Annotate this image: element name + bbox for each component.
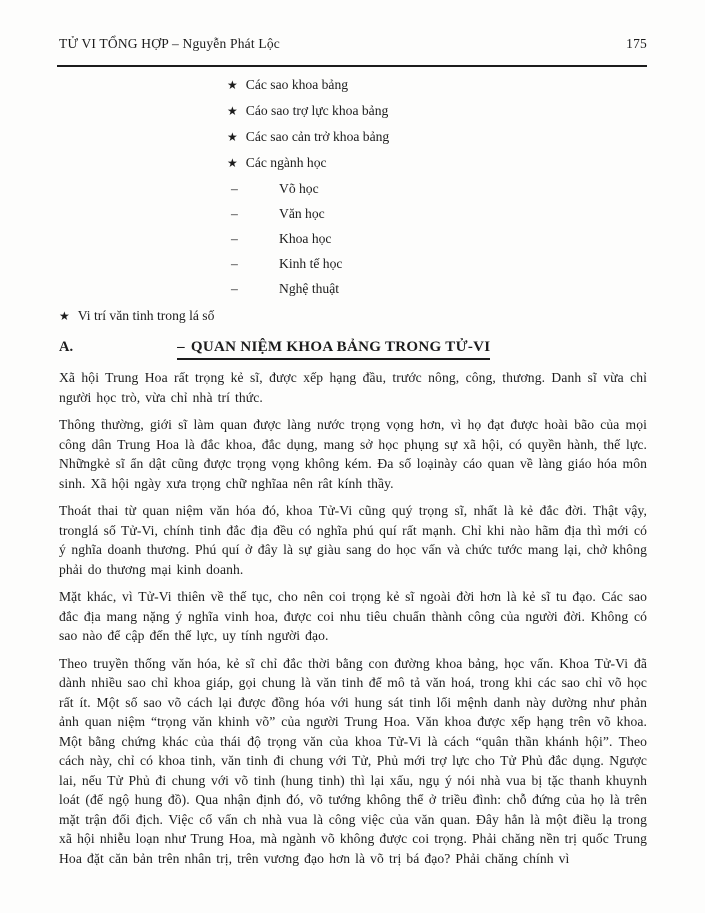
list-item (59, 98, 647, 124)
list-item-label: Các sao khoa bảng (245, 77, 349, 92)
dash-icon: – (231, 281, 238, 296)
star-icon: ★ (59, 309, 70, 323)
section-title (177, 336, 490, 360)
dash-icon: – (231, 181, 238, 196)
list-item (59, 124, 647, 150)
star-icon: ★ (227, 156, 238, 170)
list-item (59, 201, 647, 226)
list-item-label: Văn học (279, 206, 325, 221)
list-item (59, 176, 647, 201)
star-icon: ★ (227, 130, 238, 144)
list-item-label: Nghệ thuật (279, 281, 340, 296)
paragraph: Mặt khác, vì Tử-Vi thiên về thế tục, cho nên coi trọng kẻ sĩ ngoài đời hơn là kẻ sĩ tu đạo. Các sao đắc địa mang nặng ý nghĩa vinh hoa, được coi nhu tiêu chuẩn thành công của người đời. Không có sao nào để cập đến thế lực, uy tính người đạo. (59, 589, 647, 643)
star-icon: ★ (227, 104, 238, 118)
star-list (59, 72, 647, 176)
header-rule (57, 65, 647, 67)
dash-icon: – (231, 256, 238, 271)
running-title: TỬ VI TỔNG HỢP – Nguyễn Phát Lộc (59, 36, 280, 51)
page-header (59, 36, 647, 52)
dash-icon: – (177, 339, 185, 355)
list-item-label: Võ học (279, 181, 319, 196)
paragraph: Thông thường, giới sĩ làm quan được làng nước trọng vọng hơn, vì họ đạt được hoài bão của mọi công dân Trung Hoa là đắc khoa, đắc dụng, mang sở học phụng sự xã hội, có quyền hành, thế lực. Nhữngkẻ sĩ ẩn dật cũng được trọng vọng không kém. Đa số loạinày cáo quan về làng giáo hóa môn sinh. Xã hội ngày xưa trọng chữ nghĩaa nên rât kính thầy. (59, 417, 647, 491)
list-item (59, 251, 647, 276)
page-number: 175 (626, 36, 647, 51)
list-item (59, 150, 647, 176)
list-item-label: Các ngành học (245, 155, 327, 170)
section-letter: A. (59, 339, 74, 355)
list-item-label: Khoa học (279, 231, 332, 246)
paragraph: Thoát thai từ quan niệm văn hóa đó, khoa Tử-Vi cũng quý trọng sĩ, nhất là kẻ đắc đời. Thật vậy, tronglá số Tử-Vi, chính tinh đắc địa đều có nghĩa phú quí rất mạnh. Chỉ khi nào hãm địa thì mới có ý nghĩa doanh thương. Phú quí ở đây là sự giàu sang do học vấn và chức tước mang lại, chở không phải do thương mại kinh doanh. (59, 503, 647, 577)
list-item-label: Cáo sao trợ lực khoa bảng (245, 103, 389, 118)
dash-list (59, 176, 647, 301)
section-heading (59, 336, 647, 360)
standalone-star-item (59, 305, 647, 327)
list-item-label: Các sao cản trở khoa bảng (245, 129, 390, 144)
star-icon: ★ (227, 78, 238, 92)
body-text (59, 368, 647, 868)
list-item (59, 72, 647, 98)
list-item (59, 276, 647, 301)
list-item (59, 226, 647, 251)
list-item-label: Kinh tế học (279, 256, 343, 271)
dash-icon: – (231, 231, 238, 246)
section-title-text: QUAN NIỆM KHOA BẢNG TRONG TỬ-VI (190, 339, 491, 355)
list-item-label: Vi trí văn tinh trong lá số (77, 308, 215, 323)
paragraph: Theo truyền thống văn hóa, kẻ sĩ chỉ đắc thời bằng con đường khoa bảng, học vấn. Khoa Tử-Vi đã dành nhiều sao chỉ khoa giáp, gọi chung là văn tinh để mô tả văn hoá, trong khi các sao chỉ võ học rất ít. Một số sao võ cách lại được đồng hóa với hung sát tinh lối mệnh danh này dường như phản ảnh quan niệm “trọng văn khinh võ” của người Trung Hoa. Văn khoa được xếp hạng trên võ khoa. Một bằng chứng khác của thái độ trọng văn của khoa Tử-Vi là cách “quân thần khánh hội”. Theo cách này, chỉ có khoa tinh, văn tinh đi chung với Tử, Phủ mới trợ lực cho Tử Phủ đắc dụng. Ngược lai, nếu Tử Phủ đi chung với võ tinh (hung tinh) thì lại xấu, ngụ ý nói nhà vua bị tặc thanh khuynh loát (đế ngộ hung đồ). Qua nhận định đó, võ tướng không thể ở triều đình: chỗ đứng của họ là trên mặt trận đối địch. Việc cố vấn ch nhà vua là công việc của văn quan. Đây hẳn là một điều lạ trong xã hội nhiễu loạn như Trung Hoa, mà ngành võ không được coi trọng. Phải chăng nền trị quốc Trung Hoa đặt căn bản trên nhân trị, trên vương đạo hơn là võ trị bá đạo? Phải chăng chính vì (59, 655, 647, 866)
dash-icon: – (231, 206, 238, 221)
paragraph: Xã hội Trung Hoa rất trọng kẻ sĩ, được xếp hạng đầu, trước nông, công, thương. Danh sĩ vừa chỉ người học trò, vừa chỉ nhà trí thức. (59, 370, 647, 405)
